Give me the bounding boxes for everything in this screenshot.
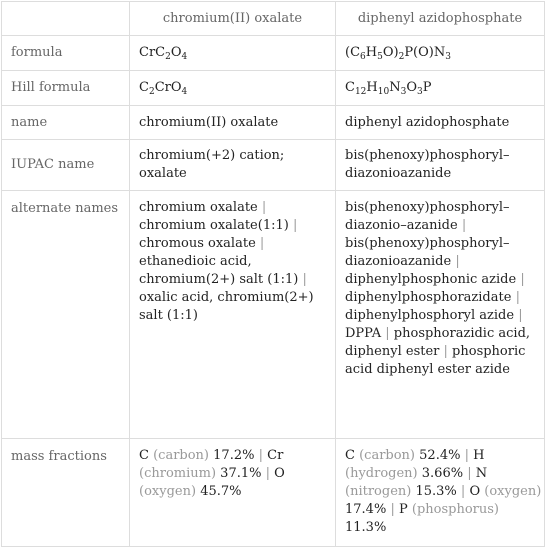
row-hill-formula [2,71,545,106]
formula-part: CrO [154,80,182,95]
formula-subscript: 2 [398,52,405,62]
alternate-name-item: chromium oxalate(1:1) [139,218,289,233]
mass-percent: 15.3% [415,484,457,499]
header-compound-b: diphenyl azidophosphate [336,2,545,36]
row-name [2,106,545,140]
list-separator: | [261,200,267,215]
header-compound-a: chromium(II) oxalate [130,2,336,36]
formula-subscript: 3 [400,87,407,97]
element-symbol: C [139,448,149,463]
iupac-name-b: bis(phenoxy)phosphoryl–diazonioazanide [336,140,545,191]
list-separator: | [292,218,298,233]
formula-subscript: 3 [445,52,451,62]
list-separator: | [258,448,263,463]
row-iupac-name [2,140,545,191]
element-symbol: H [473,448,485,463]
formula-part: C [139,80,149,95]
alternate-name-item: bis(phenoxy)phosphoryl–diazonioazanide [345,236,510,269]
mass-percent: 17.2% [213,448,255,463]
list-separator: | [460,484,466,499]
row-label-formula: formula [2,36,130,71]
alternate-name-item: diphenylphosphorazidate [345,290,512,305]
mass-percent: 3.66% [421,466,464,481]
formula-part: H [365,45,378,60]
row-formula [2,36,545,71]
alternate-name-item: bis(phenoxy)phosphoryl–diazonio–azanide [345,200,510,233]
formula-part: O) [382,45,399,60]
list-separator: | [302,272,307,287]
list-separator: | [520,272,525,287]
formula-subscript: 3 [416,87,423,97]
element-name: (phosphorus) [411,502,499,517]
name-b: diphenyl azidophosphate [336,106,545,140]
element-symbol: O [274,466,285,481]
mass-percent: 17.4% [345,502,387,517]
formula-part: P(O)N [404,45,446,60]
list-separator: | [467,466,472,481]
formula-subscript: 2 [148,87,155,97]
list-separator: | [464,448,469,463]
mass-fractions-b [336,439,545,547]
formula-part: O [170,45,182,60]
element-name: (nitrogen) [345,484,412,499]
hill-formula-b [336,71,545,106]
formula-subscript: 10 [377,87,390,97]
element-symbol: P [398,502,408,517]
alternate-names-a [130,191,336,439]
element-symbol: O [469,484,481,499]
alternate-name-item: phosphoric acid diphenyl ester azide [345,344,526,377]
alternate-name-item: ethanedioic acid, chromium(2+) salt (1:1) [139,254,299,287]
mass-percent: 45.7% [200,484,242,499]
element-symbol: N [475,466,488,481]
list-separator: | [443,344,448,359]
alternate-name-item: diphenylphosphonic azide [345,272,517,287]
list-separator: | [265,466,271,481]
element-name: (carbon) [153,448,210,463]
formula-subscript: 4 [181,52,188,62]
row-label-name: name [2,106,130,140]
formula-subscript: 6 [360,52,366,62]
formula-part: CrC [139,45,166,60]
list-separator: | [390,502,395,517]
header-row [2,2,545,36]
list-separator: | [455,254,460,269]
alternate-name-item: chromium oxalate [139,200,258,215]
header-corner [2,2,130,36]
element-name: (chromium) [139,466,217,481]
row-alternate-names [2,191,545,439]
element-name: (oxygen) [139,484,197,499]
mass-percent: 52.4% [419,448,461,463]
alternate-name-item: phosphorazidic acid, diphenyl ester [345,326,531,359]
row-label-alternate-names: alternate names [2,191,130,439]
formula-part: O [406,80,417,95]
alternate-name-item: chromous oxalate [139,236,256,251]
formula-a [130,36,336,71]
formula-part: C [345,80,355,95]
hill-formula-a [130,71,336,106]
alternate-name-item: oxalic acid, chromium(2+) salt (1:1) [139,290,314,323]
row-label-mass-fractions: mass fractions [2,439,130,547]
formula-subscript: 2 [165,52,171,62]
formula-part: N [389,80,401,95]
element-name: (hydrogen) [345,466,418,481]
formula-subscript: 4 [181,87,188,97]
element-name: (oxygen) [484,484,542,499]
alternate-name-item: DPPA [345,326,382,341]
row-label-iupac-name: IUPAC name [2,140,130,191]
list-separator: | [515,290,520,305]
mass-percent: 37.1% [220,466,262,481]
mass-percent: 11.3% [345,520,387,535]
formula-subscript: 12 [354,87,367,97]
list-separator: | [259,236,265,251]
element-name: (carbon) [359,448,416,463]
iupac-name-a: chromium(+2) cation; oxalate [130,140,336,191]
row-mass-fractions [2,439,545,547]
element-symbol: C [345,448,355,463]
name-a: chromium(II) oxalate [130,106,336,140]
alternate-names-b [336,191,545,439]
row-label-hill-formula: Hill formula [2,71,130,106]
alternate-name-item: diphenylphosphoryl azide [345,308,515,323]
list-separator: | [385,326,390,341]
comparison-table [1,1,545,547]
formula-part: (C [345,45,361,60]
formula-b [336,36,545,71]
list-separator: | [518,308,523,323]
element-symbol: Cr [267,448,284,463]
formula-part: P [422,80,432,95]
list-separator: | [461,218,467,233]
mass-fractions-a [130,439,336,547]
formula-subscript: 5 [377,52,383,62]
formula-part: H [366,80,378,95]
